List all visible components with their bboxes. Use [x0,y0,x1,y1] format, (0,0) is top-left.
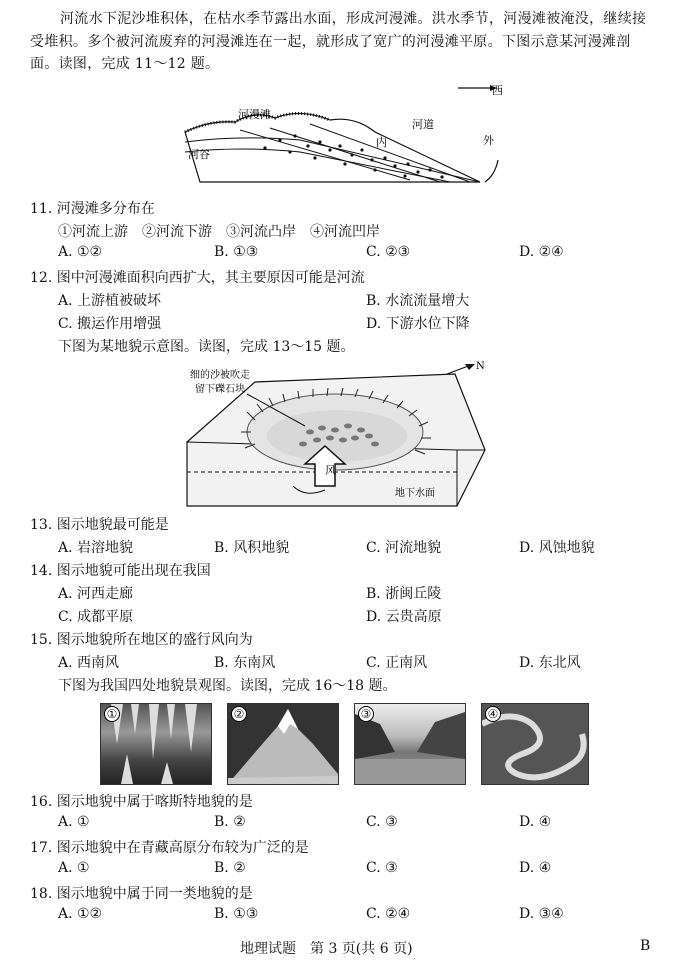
floodplain-profile-diagram [180,80,510,195]
q15-stem: 15. 图示地貌所在地区的盛行风向为 [30,632,253,648]
q16-option-a[interactable]: A. ① [58,814,90,830]
q14-option-c[interactable]: C. 成都平原 [58,609,134,625]
q12-option-b[interactable]: B. 水流流量增大 [366,293,470,309]
q13-option-d[interactable]: D. 风蚀地貌 [519,540,595,556]
q15-option-b[interactable]: B. 东南风 [214,655,276,671]
q17-option-c[interactable]: C. ③ [366,860,398,876]
fig2-label-gravel: 留下礫石块 [195,384,245,395]
fig1-label-outer: 外 [483,134,494,147]
photo-river-gorge [354,703,466,785]
q14-option-b[interactable]: B. 浙闽丘陵 [366,586,442,602]
q18-stem: 18. 图示地貌中属于同一类地貌的是 [30,886,253,902]
q18-option-c[interactable]: C. ②④ [366,906,411,922]
q14-stem: 14. 图示地貌可能出现在我国 [30,563,211,579]
intro-paragraph-3: 下图为我国四处地貌景观图。读图，完成 16～18 题。 [58,678,397,694]
q13-option-c[interactable]: C. 河流地貌 [366,540,442,556]
version-label: B [640,938,651,954]
q15-option-c[interactable]: C. 正南风 [366,655,428,671]
q11-choices: ①河流上游 ②河流下游 ③河流凸岸 ④河流凹岸 [58,224,380,240]
q18-option-d[interactable]: D. ③④ [519,906,564,922]
fig2-label-north: N [476,361,485,372]
q15-option-a[interactable]: A. 西南风 [58,655,120,671]
photo-number-1: ① [104,706,120,722]
q11-option-b[interactable]: B. ①③ [214,244,259,260]
fig1-label-inner: 内 [376,136,387,149]
fig2-label-sand: 细的沙被吹走 [190,370,250,381]
photo-number-3: ③ [358,706,374,722]
q11-stem: 11. 河漫滩多分布在 [30,201,155,217]
q17-option-a[interactable]: A. ① [58,860,90,876]
q12-option-d[interactable]: D. 下游水位下降 [366,316,470,332]
photo-number-2: ② [231,706,247,722]
q11-option-c[interactable]: C. ②③ [366,244,411,260]
q15-option-d[interactable]: D. 东北风 [519,655,581,671]
q17-option-d[interactable]: D. ④ [519,860,552,876]
q16-option-b[interactable]: B. ② [214,814,246,830]
q11-option-d[interactable]: D. ②④ [519,244,564,260]
q16-option-c[interactable]: C. ③ [366,814,398,830]
q12-option-a[interactable]: A. 上游植被破坏 [58,293,162,309]
q16-option-d[interactable]: D. ④ [519,814,552,830]
photo-number-4: ④ [485,706,501,722]
fig2-label-wind: 风 [325,464,336,477]
intro-paragraph-2: 下图为某地貌示意图。读图，完成 13～15 题。 [58,339,355,355]
intro-paragraph-1: 河流水下泥沙堆积体，在枯水季节露出水面，形成河漫滩。洪水季节，河漫滩被淹没，继续接受堆积。多个被河流废弃的河漫滩连在一起，就形成了宽广的河漫滩平原。下图示意某河漫滩剖面。读图，完成 11～12 题。 [30,11,647,72]
photo-meandering-river [481,703,589,785]
fig1-label-west: 西 [492,84,503,97]
q12-stem: 12. 图中河漫滩面积向西扩大，其主要原因可能是河流 [30,270,365,286]
fig1-label-floodplain: 河漫滩 [238,108,271,121]
q14-option-a[interactable]: A. 河西走廊 [58,586,134,602]
q14-option-d[interactable]: D. 云贵高原 [366,609,442,625]
q12-option-c[interactable]: C. 搬运作用增强 [58,316,162,332]
q16-stem: 16. 图示地貌中属于喀斯特地貌的是 [30,794,253,810]
q17-option-b[interactable]: B. ② [214,860,246,876]
q17-stem: 17. 图示地貌中在青藏高原分布较为广泛的是 [30,840,309,856]
fig1-label-channel: 河道 [412,118,434,131]
q11-option-a[interactable]: A. ①② [58,244,103,260]
q13-option-b[interactable]: B. 风积地貌 [214,540,290,556]
q18-option-a[interactable]: A. ①② [58,906,103,922]
fig2-label-groundwater: 地下水面 [395,488,435,499]
q18-option-b[interactable]: B. ①③ [214,906,259,922]
q13-stem: 13. 图示地貌最可能是 [30,517,169,533]
wind-erosion-diagram [185,360,490,510]
fig1-label-valley: 河谷 [188,148,210,161]
photo-snow-mountain [227,703,339,785]
photo-karst-cave [100,703,212,785]
q13-option-a[interactable]: A. 岩溶地貌 [58,540,134,556]
page-footer: 地理试题 第 3 页(共 6 页) [240,941,413,957]
